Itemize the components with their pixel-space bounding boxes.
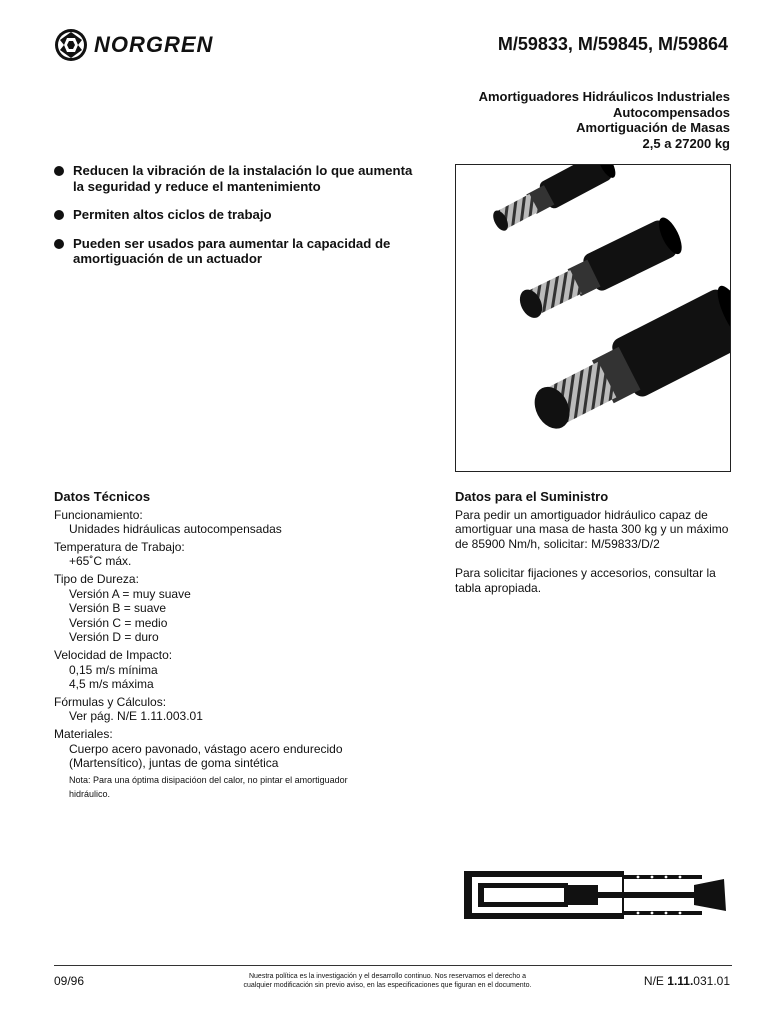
subtitle-line: Amortiguadores Hidráulicos Industriales [478,89,730,104]
supply-line: tabla apropiada. [455,580,542,595]
spec-value: (Martensítico), juntas de goma sintética [69,756,279,771]
bullet-icon [54,239,64,249]
spec-value: Versión C = medio [69,615,168,630]
feature-text: Pueden ser usados para aumentar la capacidad de amortiguación de un actuador [73,235,391,266]
note-text [54,773,434,801]
footer-divider [54,965,732,966]
shock-absorbers-illustration [456,165,730,471]
feature-item [54,207,414,223]
spec-value: Cuerpo acero pavonado, vástago acero endurecido [69,741,343,756]
feature-list [54,163,414,280]
spec-value: 4,5 m/s máxima [69,677,154,692]
supply-line: Para solicitar fijaciones y accesorios, consultar la [455,566,716,581]
supply-line: amortiguar una masa de hasta 300 kg y un máximo [455,522,729,537]
spec-value: Versión D = duro [69,630,159,645]
spec-value: Ver pág. N/E 1.11.003.01 [69,709,203,724]
technical-data [54,490,434,801]
norgren-globe-icon [54,28,88,62]
feature-text: Reducen la vibración de la instalación lo que aumenta la seguridad y reduce el mantenimiento [73,163,413,194]
spec-label: Funcionamiento: [54,507,143,522]
supply-data [455,490,745,596]
bullet-icon [54,166,64,176]
footer-date: 09/96 [54,974,85,988]
subtitle-line: Autocompensados [612,104,730,120]
ref-prefix: N/E [643,974,668,988]
bullet-icon [54,210,64,220]
small-absorber-image [488,165,619,237]
feature-text: Permiten altos ciclos de trabajo [73,207,272,222]
supply-paragraph [455,508,745,552]
spec-value: 0,15 m/s mínima [69,662,158,677]
brand-name: NORGREN [94,32,214,57]
medium-absorber-image [513,214,686,326]
supply-data-title: Datos para el Suministro [455,489,609,504]
brand-logo [54,28,213,62]
technical-data-title: Datos Técnicos [54,489,151,504]
note-line: Nota: Para una óptima disipacióon del calor, no pintar el amortiguador [69,774,348,785]
feature-item [54,163,414,194]
policy-line: Nuestra política es la investigación y el desarrollo continuo. Nos reservamos el derecho a [248,973,527,980]
supply-line: de 85900 Nm/h, solicitar: M/59833/D/2 [455,536,660,551]
subtitle-line: Amortiguación de Masas [576,120,730,135]
spec-label: Fórmulas y Cálculos: [54,694,167,709]
spec-value: Versión A = muy suave [69,586,191,601]
product-photo [455,164,731,472]
absorber-section-drawing [462,865,730,925]
spec-value: +65˚C máx. [69,554,132,569]
spec-value: Unidades hidráulicas autocompensadas [69,522,282,537]
supply-paragraph [455,566,745,595]
spec-label: Velocidad de Impacto: [54,647,173,662]
model-numbers: M/59833, M/59845, M/59864 [497,34,728,54]
product-subtitle [410,89,730,151]
supply-line: Para pedir un amortiguador hidráulico capaz de [455,507,708,522]
spec-label: Tipo de Dureza: [54,571,139,586]
ref-suffix: 031.01 [693,974,730,988]
spec-label: Temperatura de Trabajo: [54,539,185,554]
spec-label: Materiales: [54,726,113,741]
footer-policy [240,972,535,990]
footer-reference [644,974,730,988]
subtitle-line: 2,5 a 27200 kg [642,135,730,151]
policy-line: cualquier modificación sin previo aviso, en las especificaciones que figuran en el documento. [243,982,532,989]
note-line: hidráulico. [69,788,111,799]
feature-item [54,236,414,267]
spec-value: Versión B = suave [69,601,167,616]
ref-bold: 1.11. [667,974,694,988]
